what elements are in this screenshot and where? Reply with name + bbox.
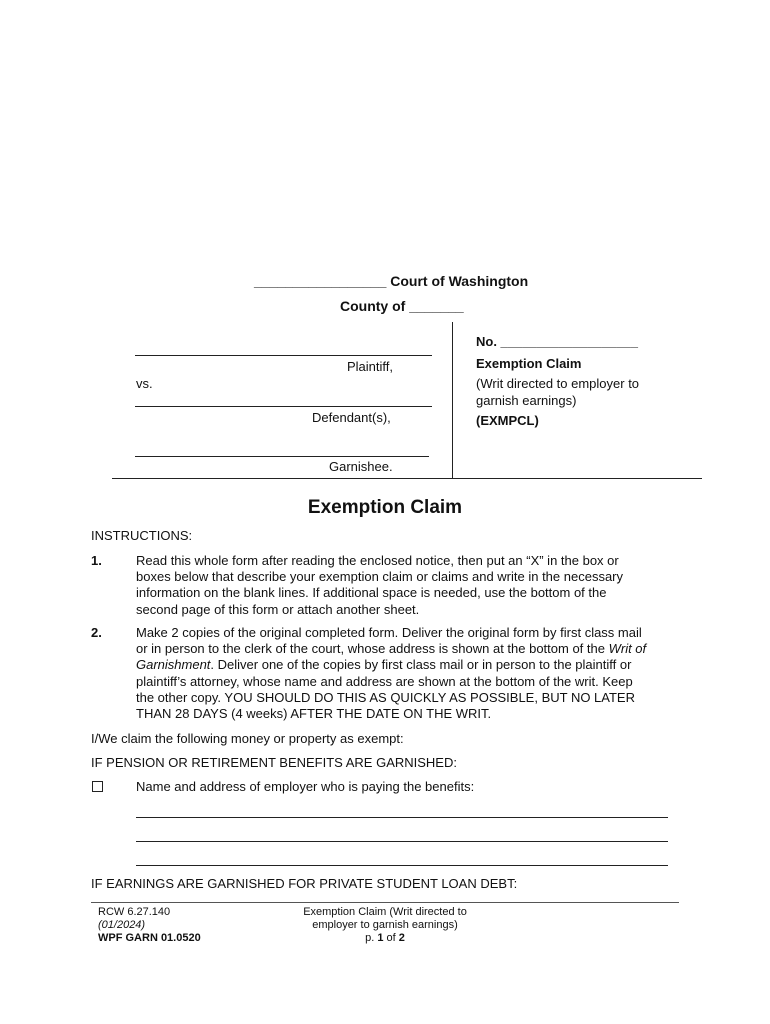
writ-of-italic: Writ of <box>608 641 647 657</box>
instruction-2-line-5: the other copy. YOU SHOULD DO THIS AS QUICKLY AS POSSIBLE, BUT NO LATER <box>136 689 635 705</box>
garnishee-blank-line <box>135 456 429 457</box>
footer-page-total: 2 <box>398 932 405 944</box>
instruction-1-line-2: boxes below that describe your exemption claim or claims and write in the necessary <box>136 569 624 585</box>
employer-line-1[interactable] <box>136 817 668 818</box>
footer-form-id: WPF GARN 01.0520 <box>98 932 201 944</box>
instruction-2-line-6: THAN 28 DAYS (4 weeks) AFTER THE DATE ON THE WRIT. <box>136 706 492 722</box>
instruction-1-line-4: second page of this form or attach another sheet. <box>136 601 420 617</box>
instruction-2-line-1: Make 2 copies of the original completed form. Deliver the original form by first class mail <box>136 625 642 640</box>
employer-line-3[interactable] <box>136 865 668 866</box>
instruction-number-2: 2. <box>91 625 102 640</box>
footer-rule <box>91 902 679 903</box>
instruction-2-line-4: plaintiff’s attorney, whose name and address are shown at the bottom of the writ. Keep <box>136 673 633 689</box>
instruction-1-line-1: Read this whole form after reading the enclosed notice, then put an “X” in the box or <box>136 553 619 568</box>
form-code: (EXMPCL) <box>476 413 539 428</box>
instruction-2-line-3-text: . Deliver one of the copies by first class mail or in person to the plaintiff or <box>210 657 632 673</box>
page-title: Exemption Claim <box>307 497 463 518</box>
instruction-1-line-3: information on the blank lines. If additional space is needed, use the bottom of the <box>136 585 607 601</box>
student-loan-heading: IF EARNINGS ARE GARNISHED FOR PRIVATE STUDENT LOAN DEBT: <box>91 876 518 891</box>
plaintiff-blank-line <box>135 355 432 356</box>
instruction-2-line-2-text: or in person to the clerk of the court, whose address is shown at the bottom of the <box>136 641 609 657</box>
caption-divider <box>452 322 453 478</box>
footer-rcw: RCW 6.27.140 <box>98 906 171 918</box>
footer-page-of: of <box>386 932 396 944</box>
plaintiff-label: Plaintiff, <box>347 359 394 374</box>
instruction-number-1: 1. <box>91 553 102 568</box>
vs-label: vs. <box>136 376 153 391</box>
footer-center <box>270 906 500 945</box>
instruction-2-line-3 <box>136 657 696 673</box>
county-line: County of _______ <box>340 298 464 314</box>
footer-center-line1: Exemption Claim (Writ directed to <box>303 906 467 918</box>
footer-page-current: 1 <box>377 932 384 944</box>
caption-bottom-rule <box>112 478 702 479</box>
garnishee-label: Garnishee. <box>329 459 393 474</box>
footer-left <box>98 906 201 945</box>
defendant-blank-line <box>135 406 432 407</box>
instruction-text-2 <box>136 625 696 722</box>
case-number-label: No. ___________________ <box>476 334 638 349</box>
garnishment-italic: Garnishment <box>136 657 211 673</box>
form-title-small: Exemption Claim <box>476 356 582 371</box>
pension-item-label: Name and address of employer who is paying the benefits: <box>136 779 475 794</box>
footer-date: (01/2024) <box>98 919 146 931</box>
defendant-label: Defendant(s), <box>312 410 391 425</box>
instruction-text-1 <box>136 553 696 618</box>
footer-page-indicator <box>270 932 500 945</box>
employer-line-2[interactable] <box>136 841 668 842</box>
court-line: _________________ Court of Washington <box>254 273 529 289</box>
form-subtitle-line1: (Writ directed to employer to <box>476 376 640 391</box>
footer-page-prefix: p. <box>365 932 375 944</box>
pension-checkbox[interactable] <box>92 781 103 792</box>
claim-statement: I/We claim the following money or property as exempt: <box>91 731 404 746</box>
instructions-heading: INSTRUCTIONS: <box>91 528 193 543</box>
pension-heading: IF PENSION OR RETIREMENT BENEFITS ARE GARNISHED: <box>91 755 457 770</box>
form-subtitle-line2: garnish earnings) <box>476 393 577 408</box>
footer-center-line2: employer to garnish earnings) <box>312 919 458 931</box>
instruction-2-line-2 <box>136 641 696 657</box>
